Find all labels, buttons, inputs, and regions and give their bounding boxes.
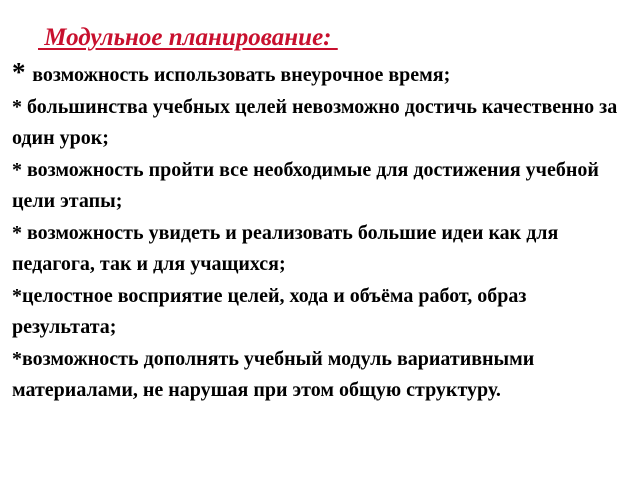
bullet-list <box>12 57 622 407</box>
list-item <box>12 281 622 344</box>
slide-title: Модульное планирование: <box>38 24 338 51</box>
list-item-text: возможность дополнять учебный модуль вариативными материалами, не нарушая при этом общую структуру. <box>12 347 535 401</box>
list-item <box>12 155 622 218</box>
list-item-text: возможность увидеть и реализовать большие идеи как для педагога, так и для учащихся; <box>12 221 559 275</box>
list-item-text: возможность пройти все необходимые для достижения учебной цели этапы; <box>12 158 599 212</box>
list-item <box>12 92 622 155</box>
list-item-text: возможность использовать внеурочное время; <box>32 64 451 86</box>
bullet-marker: * <box>12 95 27 118</box>
bullet-marker: * <box>12 158 27 181</box>
bullet-marker: * <box>12 284 22 307</box>
list-item <box>12 218 622 281</box>
list-item-text: целостное восприятие целей, хода и объёма работ, образ результата; <box>12 284 527 338</box>
bullet-marker: * <box>12 347 22 370</box>
list-item <box>12 344 622 407</box>
bullet-marker: * <box>12 221 27 244</box>
bullet-marker: * <box>12 57 33 87</box>
list-item <box>12 57 622 92</box>
list-item-text: большинства учебных целей невозможно достичь качественно за один урок; <box>12 95 618 149</box>
